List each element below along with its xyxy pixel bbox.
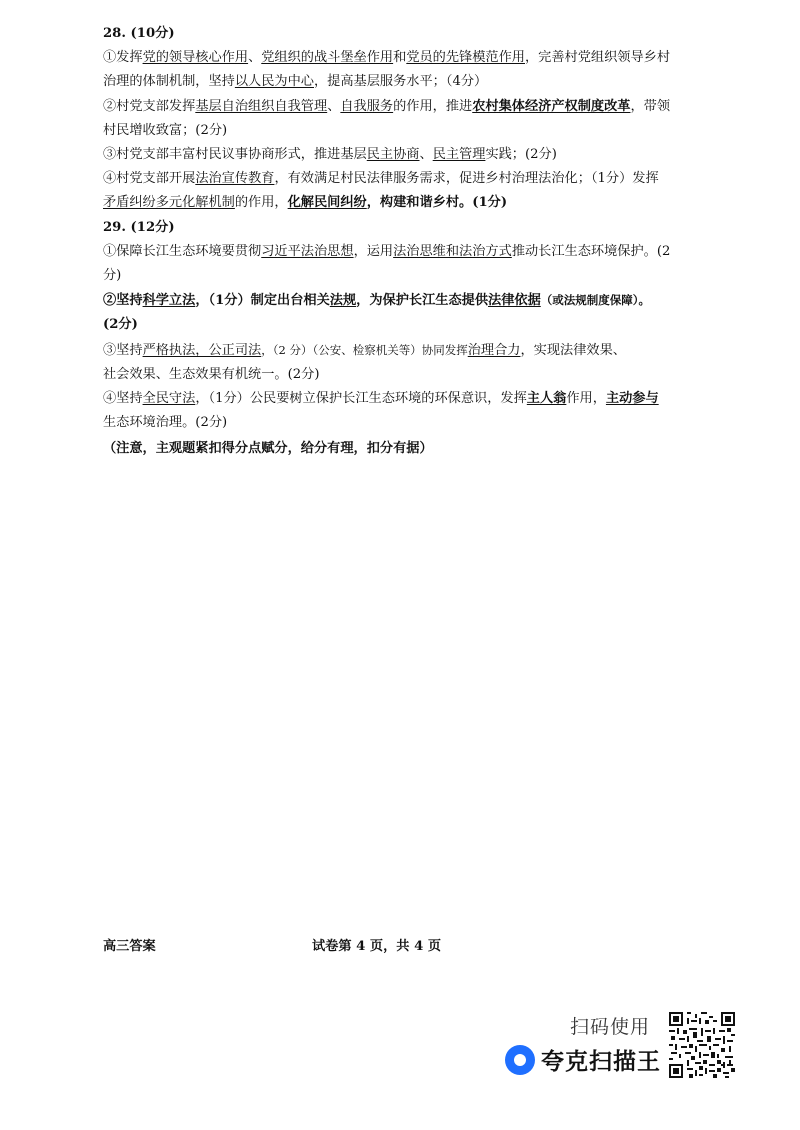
- keyword-underline: 主动参与: [605, 391, 659, 407]
- q29-line-2: 分): [103, 268, 122, 284]
- q28-line-3: ②村党支部发挥基层自治组织自我管理、自我服务的作用，推进农村集体经济产权制度改革，带领: [103, 98, 671, 114]
- keyword-underline: 习近平法治思想: [261, 243, 354, 259]
- keyword-underline: 全民守法: [142, 391, 196, 407]
- keyword-underline: 治理合力: [467, 342, 521, 358]
- keyword-underline: 党组织的战斗堡垒作用: [261, 50, 394, 66]
- scanner-brand: [505, 1043, 661, 1076]
- keyword-underline: 化解民间纠纷: [287, 195, 367, 211]
- brand-name: 夸克扫描王: [541, 1049, 661, 1075]
- q29-line-5: ③坚持严格执法，公正司法，（2 分）（公安、检察机关等）协同发挥治理合力，实现法律效果、: [103, 342, 626, 358]
- keyword-underline: 法律依据: [488, 293, 541, 309]
- keyword-underline: 农村集体经济产权制度改革: [472, 98, 631, 114]
- keyword-underline: 以人民为中心: [234, 74, 314, 90]
- q28-line-6: ④村党支部开展法治宣传教育，有效满足村民法律服务需求，促进乡村治理法治化；（1分）发挥: [103, 171, 659, 187]
- footer-page-number: 试卷第 4 页，共 4 页: [312, 939, 442, 954]
- quark-logo-icon: [505, 1045, 535, 1075]
- q29-line-4: (2分): [103, 317, 138, 333]
- scan-label: 扫码使用: [570, 1016, 651, 1038]
- keyword-underline: 矛盾纠纷多元化解机制: [103, 195, 235, 211]
- keyword-underline: 民主协商: [366, 147, 420, 163]
- keyword-underline: 主人翁: [526, 391, 567, 407]
- keyword-underline: 科学立法: [142, 293, 196, 309]
- qr-code-icon[interactable]: [669, 1012, 735, 1078]
- grading-note: （注意，主观题紧扣得分点赋分，给分有理，扣分有据）: [103, 441, 433, 457]
- q29-line-3: ②坚持科学立法，（1分）制定出台相关法规，为保护长江生态提供法律依据（或法规制度保障）。: [103, 293, 651, 309]
- keyword-underline: 民主管理: [432, 147, 486, 163]
- q28-line-5: ③村党支部丰富村民议事协商形式，推进基层民主协商、民主管理实践；(2分): [103, 147, 557, 163]
- q29-line-1: ①保障长江生态环境要贯彻习近平法治思想，运用法治思维和法治方式推动长江生态环境保护。(2: [103, 243, 671, 259]
- question-29-title: 29. (12分): [103, 219, 175, 235]
- q28-line-7: 矛盾纠纷多元化解机制的作用，化解民间纠纷，构建和谐乡村。(1分): [103, 195, 508, 211]
- q28-line-1: ①发挥党的领导核心作用、党组织的战斗堡垒作用和党员的先锋模范作用，完善村党组织领导乡村: [103, 50, 671, 66]
- keyword-underline: 法治思维和法治方式: [393, 243, 512, 259]
- q28-line-4: 村民增收致富；(2分): [103, 122, 228, 138]
- keyword-underline: 法治宣传教育: [195, 171, 275, 187]
- footer-left: 高三答案: [103, 939, 156, 954]
- keyword-underline: 法规: [329, 293, 357, 309]
- question-28-title: 28. (10分): [103, 26, 175, 41]
- keyword-underline: 严格执法，公正司法: [142, 342, 262, 358]
- keyword-underline: 自我服务: [340, 98, 394, 114]
- answer-content: [103, 22, 713, 462]
- q29-line-8: 生态环境治理。(2分): [103, 415, 228, 431]
- keyword-underline: 党员的先锋模范作用: [406, 50, 525, 66]
- q29-line-6: 社会效果、生态效果有机统一。(2分): [103, 366, 320, 382]
- q28-line-2: 治理的体制机制，坚持以人民为中心，提高基层服务水平；（4分）: [103, 74, 488, 90]
- keyword-underline: 基层自治组织自我管理: [195, 98, 328, 114]
- keyword-underline: 党的领导核心作用: [142, 50, 249, 66]
- q29-line-7: ④坚持全民守法，（1分）公民要树立保护长江生态环境的环保意识，发挥主人翁作用，主动参与: [103, 391, 659, 407]
